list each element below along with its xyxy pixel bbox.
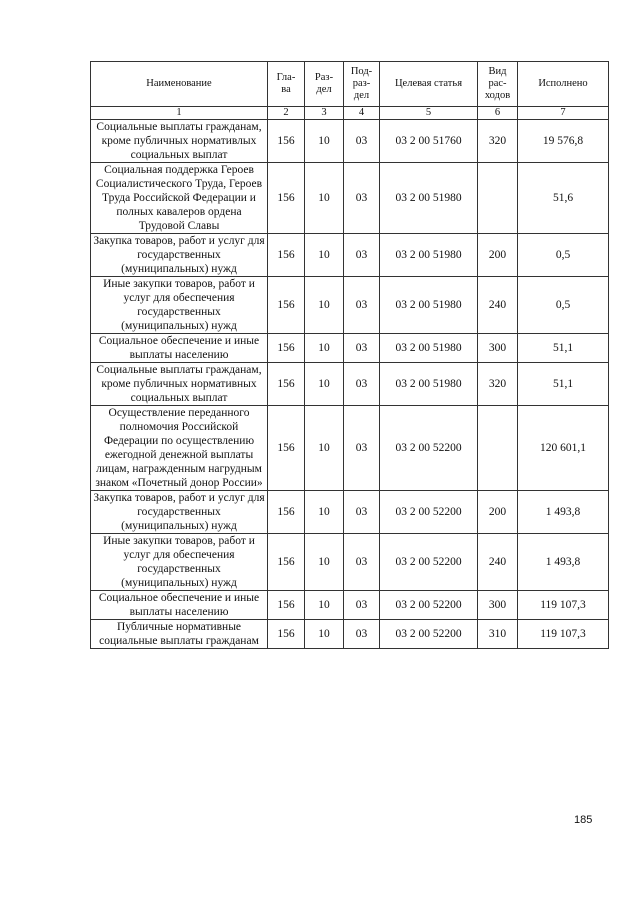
cell-chapter: 156 <box>268 277 305 334</box>
cell-target: 03 2 00 52200 <box>380 591 478 620</box>
cell-name: Социальные выплаты гражданам, кроме публичных нормативных социальных выплат <box>91 363 268 406</box>
cell-chapter: 156 <box>268 163 305 234</box>
column-number: 5 <box>380 107 478 120</box>
cell-executed: 1 493,8 <box>518 534 609 591</box>
header-chapter: Гла- ва <box>268 62 305 107</box>
cell-expense-type <box>478 406 518 491</box>
cell-target: 03 2 00 51980 <box>380 277 478 334</box>
cell-name: Осуществление переданного полномочия Российской Федерации по осуществлению ежегодной денежной выплаты лицам, награжденным нагрудным знаком «Почетный донор России» <box>91 406 268 491</box>
cell-expense-type: 320 <box>478 120 518 163</box>
cell-subsection: 03 <box>344 234 380 277</box>
table-row <box>91 277 609 334</box>
cell-chapter: 156 <box>268 591 305 620</box>
cell-subsection: 03 <box>344 491 380 534</box>
table-row <box>91 363 609 406</box>
cell-section: 10 <box>305 163 344 234</box>
cell-section: 10 <box>305 277 344 334</box>
cell-target: 03 2 00 52200 <box>380 620 478 649</box>
cell-subsection: 03 <box>344 163 380 234</box>
cell-expense-type: 200 <box>478 491 518 534</box>
table-row <box>91 620 609 649</box>
header-subsection: Под- раз- дел <box>344 62 380 107</box>
column-number: 4 <box>344 107 380 120</box>
cell-chapter: 156 <box>268 491 305 534</box>
cell-executed: 1 493,8 <box>518 491 609 534</box>
cell-subsection: 03 <box>344 620 380 649</box>
column-number: 3 <box>305 107 344 120</box>
cell-section: 10 <box>305 491 344 534</box>
cell-section: 10 <box>305 591 344 620</box>
cell-executed: 120 601,1 <box>518 406 609 491</box>
cell-target: 03 2 00 52200 <box>380 534 478 591</box>
cell-name: Социальное обеспечение и иные выплаты населению <box>91 591 268 620</box>
cell-executed: 0,5 <box>518 234 609 277</box>
cell-executed: 51,6 <box>518 163 609 234</box>
cell-executed: 51,1 <box>518 334 609 363</box>
cell-section: 10 <box>305 363 344 406</box>
cell-target: 03 2 00 51980 <box>380 234 478 277</box>
cell-target: 03 2 00 51980 <box>380 363 478 406</box>
table-row <box>91 491 609 534</box>
cell-name: Закупка товаров, работ и услуг для государственных (муниципальных) нужд <box>91 234 268 277</box>
cell-chapter: 156 <box>268 334 305 363</box>
header-row <box>91 62 609 107</box>
cell-executed: 19 576,8 <box>518 120 609 163</box>
page-number: 185 <box>574 814 593 826</box>
cell-expense-type: 300 <box>478 591 518 620</box>
cell-chapter: 156 <box>268 120 305 163</box>
cell-chapter: 156 <box>268 534 305 591</box>
cell-section: 10 <box>305 234 344 277</box>
cell-expense-type: 320 <box>478 363 518 406</box>
cell-expense-type: 240 <box>478 534 518 591</box>
cell-name: Закупка товаров, работ и услуг для государственных (муниципальных) нужд <box>91 491 268 534</box>
cell-chapter: 156 <box>268 406 305 491</box>
cell-chapter: 156 <box>268 234 305 277</box>
cell-name: Социальные выплаты гражданам, кроме публичных нормативлых социальных выплат <box>91 120 268 163</box>
table-row <box>91 163 609 234</box>
cell-section: 10 <box>305 334 344 363</box>
cell-subsection: 03 <box>344 534 380 591</box>
cell-section: 10 <box>305 620 344 649</box>
cell-target: 03 2 00 52200 <box>380 406 478 491</box>
cell-subsection: 03 <box>344 591 380 620</box>
header-expense-type: Вид рас- ходов <box>478 62 518 107</box>
cell-executed: 51,1 <box>518 363 609 406</box>
header-executed: Исполнено <box>518 62 609 107</box>
cell-name: Публичные нормативные социальные выплаты гражданам <box>91 620 268 649</box>
cell-subsection: 03 <box>344 406 380 491</box>
header-target: Целевая статья <box>380 62 478 107</box>
cell-target: 03 2 00 51760 <box>380 120 478 163</box>
table-row <box>91 334 609 363</box>
cell-subsection: 03 <box>344 334 380 363</box>
column-number: 1 <box>91 107 268 120</box>
cell-name: Социальное обеспечение и иные выплаты населению <box>91 334 268 363</box>
cell-expense-type <box>478 163 518 234</box>
cell-chapter: 156 <box>268 363 305 406</box>
table-row <box>91 534 609 591</box>
table-row <box>91 406 609 491</box>
cell-section: 10 <box>305 120 344 163</box>
table-row <box>91 120 609 163</box>
cell-subsection: 03 <box>344 363 380 406</box>
header-section: Раз- дел <box>305 62 344 107</box>
cell-section: 10 <box>305 406 344 491</box>
cell-name: Иные закупки товаров, работ и услуг для обеспечения государственных (муниципальных) нужд <box>91 277 268 334</box>
cell-section: 10 <box>305 534 344 591</box>
table-row <box>91 591 609 620</box>
cell-expense-type: 300 <box>478 334 518 363</box>
column-number: 7 <box>518 107 609 120</box>
column-number-row <box>91 107 609 120</box>
header-name: Наименование <box>91 62 268 107</box>
table-body <box>91 120 609 649</box>
cell-subsection: 03 <box>344 120 380 163</box>
column-number: 6 <box>478 107 518 120</box>
cell-executed: 119 107,3 <box>518 620 609 649</box>
cell-expense-type: 240 <box>478 277 518 334</box>
cell-subsection: 03 <box>344 277 380 334</box>
cell-target: 03 2 00 51980 <box>380 163 478 234</box>
cell-name: Социальная поддержка Героев Социалистического Труда, Героев Труда Российской Федерации и полных кавалеров ордена Трудовой Славы <box>91 163 268 234</box>
column-number: 2 <box>268 107 305 120</box>
table-row <box>91 234 609 277</box>
cell-executed: 0,5 <box>518 277 609 334</box>
cell-target: 03 2 00 51980 <box>380 334 478 363</box>
cell-chapter: 156 <box>268 620 305 649</box>
budget-execution-table <box>90 61 609 649</box>
cell-executed: 119 107,3 <box>518 591 609 620</box>
cell-name: Иные закупки товаров, работ и услуг для обеспечения государственных (муниципальных) нужд <box>91 534 268 591</box>
cell-target: 03 2 00 52200 <box>380 491 478 534</box>
cell-expense-type: 310 <box>478 620 518 649</box>
cell-expense-type: 200 <box>478 234 518 277</box>
